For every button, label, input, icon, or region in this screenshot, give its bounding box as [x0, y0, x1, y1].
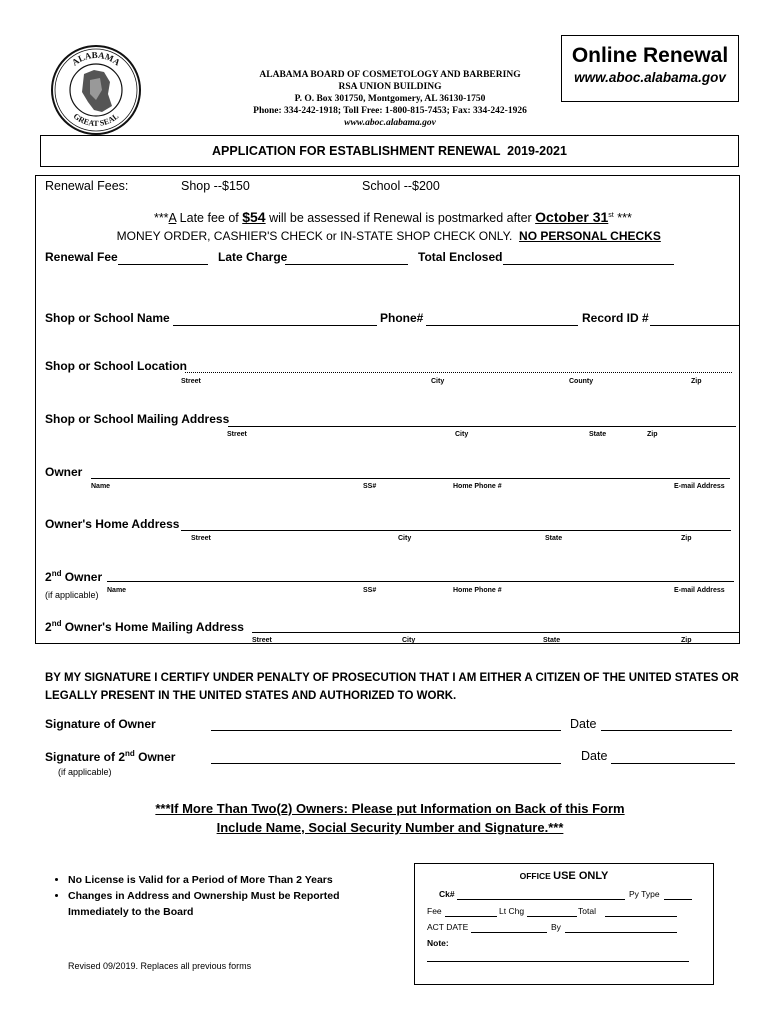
second-owner-post: Owner	[61, 570, 103, 584]
signature-owner-field[interactable]	[211, 730, 561, 731]
signature-second-sup: nd	[125, 749, 135, 758]
location-county-sublabel: County	[569, 378, 594, 385]
second-mailing-zip-sublabel: Zip	[681, 637, 692, 644]
office-total-label: Total	[578, 906, 596, 916]
board-name: ALABAMA BOARD OF COSMETOLOGY AND BARBERING	[259, 70, 521, 80]
record-id-field[interactable]	[650, 325, 739, 326]
second-owner-sup: nd	[51, 569, 62, 578]
online-renewal-title: Online Renewal	[571, 44, 729, 67]
location-zip-sublabel: Zip	[691, 378, 702, 385]
second-owner-mailing-post: Owner's Home Mailing Address	[61, 620, 244, 634]
renewal-fees-label: Renewal Fees:	[45, 179, 129, 193]
online-renewal-url[interactable]: www.aboc.alabama.gov	[574, 70, 726, 85]
signature-if-applicable: (if applicable)	[58, 767, 112, 777]
mailing-state-sublabel: State	[589, 431, 607, 438]
office-act-date-field[interactable]	[471, 932, 547, 933]
office-by-field[interactable]	[565, 932, 677, 933]
second-owner-label	[45, 569, 102, 584]
late-fee-after: will be assessed if Renewal is postmarked after	[265, 211, 536, 225]
office-total-field[interactable]	[605, 916, 677, 917]
total-enclosed-label: Total Enclosed	[418, 250, 503, 264]
late-fee-mid: Late fee of	[176, 211, 243, 225]
certification-statement: BY MY SIGNATURE I CERTIFY UNDER PENALTY OF PROSECUTION THAT I AM EITHER A CITIZEN OF THE UNITED STATES OR LEGALLY PRESENT IN THE UNITED STATES AND AUTHORIZED TO WORK.	[45, 672, 739, 702]
signature-owner-label: Signature of Owner	[45, 717, 156, 731]
form-title-box	[40, 135, 739, 167]
form-title: APPLICATION FOR ESTABLISHMENT RENEWAL 2019-2021	[212, 144, 567, 158]
late-charge-field[interactable]	[285, 264, 408, 265]
office-fee-label: Fee	[427, 906, 442, 916]
mailing-street-sublabel: Street	[227, 431, 247, 438]
renewal-fee-label: Renewal Fee	[45, 250, 118, 264]
signature-owner-date-label: Date	[570, 717, 597, 731]
signature-second-date-label: Date	[581, 749, 608, 763]
office-act-date-label: ACT DATE	[427, 922, 469, 932]
second-owner-mailing-label	[45, 619, 244, 634]
late-fee-suffix: ***	[613, 211, 632, 225]
second-mailing-state-sublabel: State	[543, 637, 561, 644]
office-fee-field[interactable]	[445, 916, 497, 917]
location-street-sublabel: Street	[181, 378, 201, 385]
office-ck-field[interactable]	[457, 899, 625, 900]
office-lt-chg-label: Lt Chg	[499, 906, 525, 916]
owner-name-sublabel: Name	[91, 483, 111, 490]
renewal-fee-field[interactable]	[118, 264, 208, 265]
office-by-label: By	[551, 922, 561, 932]
signature-second-owner-label	[45, 749, 175, 764]
owner-home-address-label: Owner's Home Address	[45, 517, 180, 531]
school-fee: School --$200	[362, 179, 440, 193]
seal-bottom-text: GREAT SEAL	[71, 111, 121, 129]
office-title-big: USE ONLY	[553, 870, 609, 882]
location-field[interactable]	[185, 372, 732, 373]
second-owner-field[interactable]	[107, 581, 734, 582]
late-fee-date-sup: st	[608, 211, 614, 219]
second-owner-pre: 2	[45, 570, 52, 584]
signature-owner-date-field[interactable]	[601, 730, 732, 731]
phone-field[interactable]	[426, 325, 578, 326]
owner-home-state-sublabel: State	[545, 535, 563, 542]
second-owner-if-applicable: (if applicable)	[45, 590, 99, 600]
agency-header	[200, 69, 580, 129]
contact-phones: Phone: 334-242-1918; Toll Free: 1-800-815-7453; Fax: 334-242-1926	[253, 106, 527, 116]
revised-note: Revised 09/2019. Replaces all previous forms	[68, 961, 252, 971]
second-owner-name-sublabel: Name	[107, 587, 127, 594]
office-py-type-field[interactable]	[664, 899, 692, 900]
more-owners-line2: Include Name, Social Security Number and Signature.***	[216, 820, 564, 835]
owner-home-zip-sublabel: Zip	[681, 535, 692, 542]
late-fee-amount: $54	[242, 209, 266, 225]
late-fee-a: A	[168, 211, 177, 225]
office-note-label: Note:	[427, 938, 449, 948]
owner-ss-sublabel: SS#	[363, 483, 377, 490]
payment-notice	[110, 215, 661, 243]
bullet-report-changes: • Changes in Address and Ownership Must be Reported Immediately to the Board	[68, 888, 372, 920]
shop-name-label: Shop or School Name	[45, 311, 170, 325]
payment-methods: MONEY ORDER, CASHIER'S CHECK or IN-STATE SHOP CHECK ONLY.	[116, 229, 513, 243]
shop-name-field[interactable]	[173, 325, 377, 326]
mailing-address-label: Shop or School Mailing Address	[45, 412, 230, 426]
record-id-label: Record ID #	[582, 311, 649, 325]
office-ck-label: Ck#	[439, 889, 455, 899]
office-use-title	[415, 870, 713, 882]
form-border	[35, 175, 740, 644]
owner-home-address-field[interactable]	[181, 530, 731, 531]
shop-fee: Shop --$150	[181, 179, 250, 193]
signature-second-owner-field[interactable]	[211, 763, 561, 764]
signature-second-pre: Signature of 2	[45, 750, 126, 764]
second-owner-mailing-sup: nd	[51, 619, 62, 628]
second-owner-email-sublabel: E-mail Address	[674, 587, 725, 594]
office-use-box	[414, 863, 714, 985]
total-enclosed-field[interactable]	[503, 264, 674, 265]
mailing-address: P. O. Box 301750, Montgomery, AL 36130-1750	[294, 94, 486, 104]
mailing-city-sublabel: City	[455, 431, 469, 438]
owner-email-sublabel: E-mail Address	[674, 483, 725, 490]
online-renewal-box	[561, 35, 739, 102]
alabama-seal	[50, 44, 142, 136]
second-owner-mailing-field[interactable]	[252, 632, 740, 633]
office-py-type-label: Py Type	[629, 889, 660, 899]
mailing-zip-sublabel: Zip	[647, 431, 658, 438]
seal-top-text: ALABAMA	[69, 49, 123, 68]
late-fee-prefix: ***	[153, 211, 169, 225]
office-lt-chg-field[interactable]	[527, 916, 577, 917]
svg-text:ALABAMA	[70, 50, 123, 68]
second-owner-mailing-pre: 2	[45, 620, 52, 634]
more-owners-notice	[60, 799, 720, 837]
notice-bullets	[42, 872, 372, 920]
no-personal-checks: NO PERSONAL CHECKS	[519, 229, 661, 243]
signature-second-post: Owner	[134, 750, 176, 764]
agency-website: www.aboc.alabama.gov	[344, 118, 436, 128]
owner-home-city-sublabel: City	[398, 535, 412, 542]
office-title-small: OFFICE	[519, 871, 551, 881]
phone-label: Phone#	[380, 311, 424, 325]
bullet-license-validity: • No License is Valid for a Period of More Than 2 Years	[68, 872, 372, 888]
location-city-sublabel: City	[431, 378, 445, 385]
mailing-address-field[interactable]	[228, 426, 736, 427]
owner-field[interactable]	[91, 478, 730, 479]
second-mailing-city-sublabel: City	[402, 637, 416, 644]
more-owners-line1: ***If More Than Two(2) Owners: Please put Information on Back of this Form	[155, 801, 625, 816]
late-fee-date: October 31	[535, 209, 609, 225]
second-owner-home-phone-sublabel: Home Phone #	[453, 587, 502, 594]
signature-second-date-field[interactable]	[611, 763, 735, 764]
second-mailing-street-sublabel: Street	[252, 637, 272, 644]
building-name: RSA UNION BUILDING	[338, 82, 442, 92]
owner-home-phone-sublabel: Home Phone #	[453, 483, 502, 490]
owner-label: Owner	[45, 465, 83, 479]
late-charge-label: Late Charge	[218, 250, 288, 264]
office-note-field[interactable]	[427, 961, 689, 962]
svg-text:GREAT SEAL	[72, 112, 121, 129]
owner-home-street-sublabel: Street	[191, 535, 211, 542]
second-owner-ss-sublabel: SS#	[363, 587, 377, 594]
location-label: Shop or School Location	[45, 359, 187, 373]
